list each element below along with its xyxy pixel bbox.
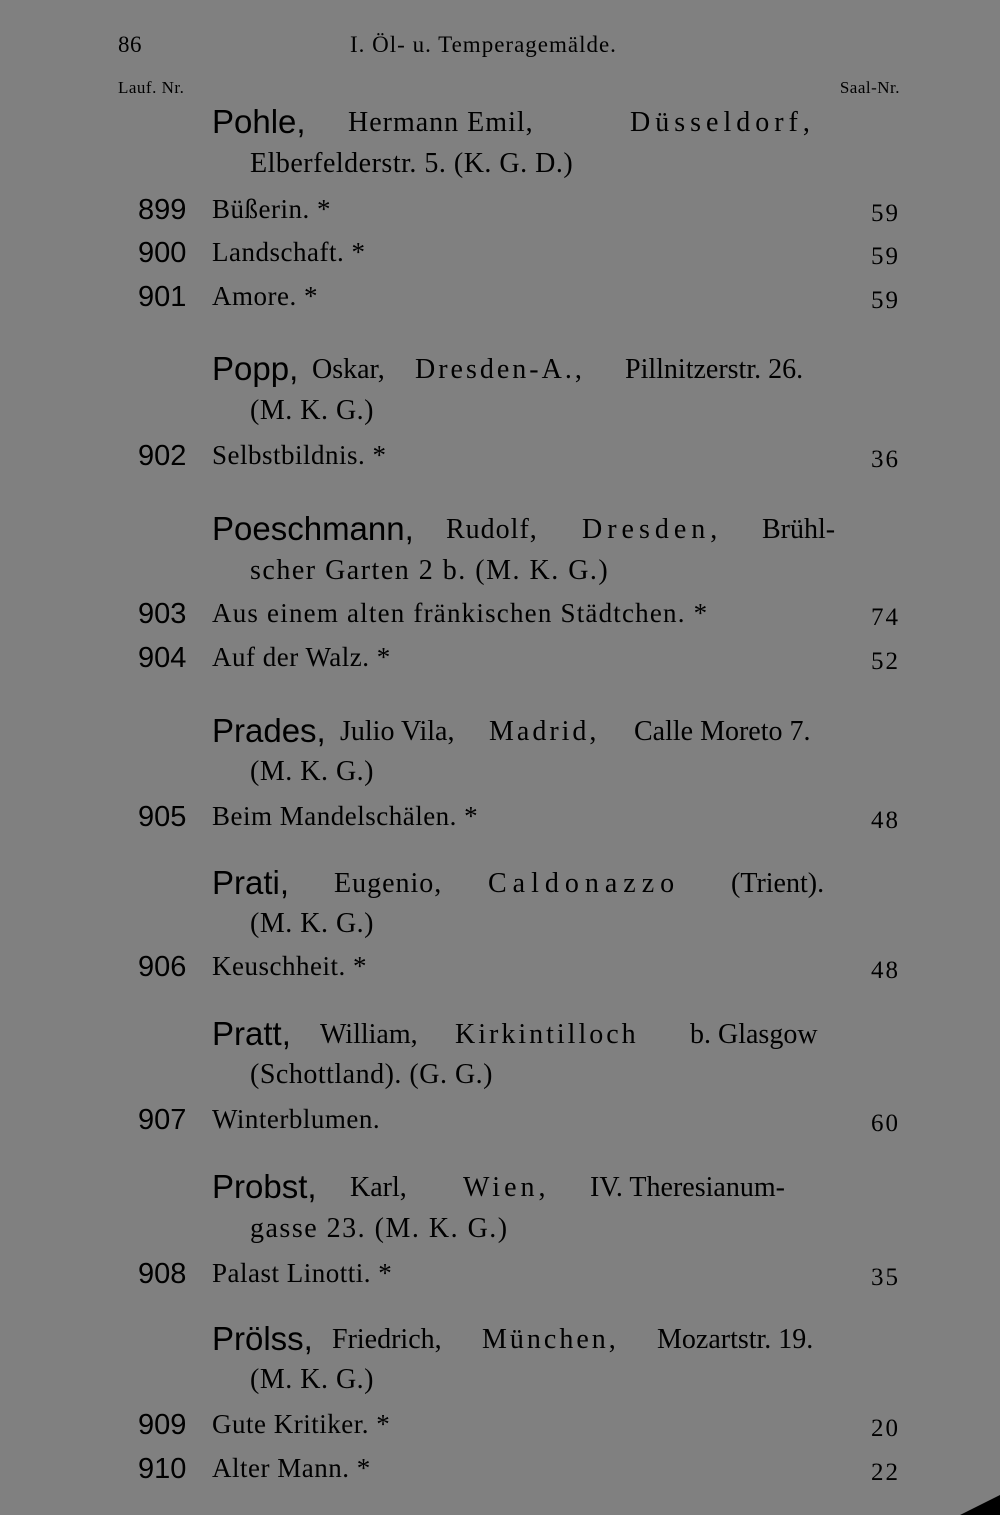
work-title: Winterblumen. (212, 1104, 381, 1134)
work-title: Landschaft. * (212, 237, 366, 267)
artist-first-name: Oskar, (312, 354, 385, 385)
room-number: 74 (871, 604, 900, 631)
work-title: Aus einem alten fränkischen Städtchen. * (212, 598, 709, 628)
work-number: 907 (138, 1104, 187, 1136)
artist-name: Popp, (212, 350, 299, 387)
work-line (0, 1409, 1000, 1449)
work-number: 910 (138, 1453, 187, 1485)
work-title: Büßerin. * (212, 194, 331, 224)
work-line (0, 237, 1000, 277)
room-number: 59 (871, 243, 900, 270)
artist-name: Prati, (212, 864, 290, 901)
artist-name: Prades, (212, 712, 326, 749)
work-title: Beim Mandelschälen. * (212, 801, 479, 831)
artist-address-start: IV. Theresianum- (590, 1172, 785, 1203)
work-number: 901 (138, 281, 187, 313)
room-number: 52 (871, 648, 900, 675)
work-line (0, 951, 1000, 991)
artist-address-line (0, 756, 1000, 796)
work-number: 903 (138, 598, 187, 630)
artist-city: Düsseldorf, (630, 107, 815, 138)
work-line (0, 1258, 1000, 1298)
artist-address: Elberfelderstr. 5. (K. G. D.) (250, 148, 574, 179)
artist-line (0, 350, 1000, 390)
room-number: 60 (871, 1110, 900, 1137)
work-number: 902 (138, 440, 187, 472)
artist-city: Dresden, (582, 514, 723, 545)
work-line (0, 598, 1000, 638)
room-number: 22 (871, 1459, 900, 1486)
artist-name: Pratt, (212, 1015, 291, 1052)
work-line (0, 801, 1000, 841)
artist-line (0, 103, 1000, 143)
artist-line (0, 510, 1000, 550)
artist-first-name: Eugenio, (334, 868, 443, 899)
artist-city: Wien, (463, 1172, 550, 1203)
artist-name: Prölss, (212, 1320, 313, 1357)
artist-name: Poeschmann, (212, 510, 414, 547)
room-number: 48 (871, 807, 900, 834)
artist-line (0, 864, 1000, 904)
artist-city: Dresden-A., (415, 354, 585, 385)
work-line (0, 194, 1000, 234)
work-number: 900 (138, 237, 187, 269)
artist-address: (M. K. G.) (250, 756, 374, 787)
scan-corner-mark (960, 1495, 1000, 1515)
column-header-saal-nr: Saal-Nr. (839, 78, 900, 97)
work-number: 904 (138, 642, 187, 674)
work-title: Palast Linotti. * (212, 1258, 393, 1288)
artist-address-start: Pillnitzerstr. 26. (625, 354, 804, 385)
artist-address: scher Garten 2 b. (M. K. G.) (250, 555, 610, 586)
artist-address-start: (Trient). (731, 868, 825, 899)
work-line (0, 1104, 1000, 1144)
work-number: 899 (138, 194, 187, 226)
work-title: Alter Mann. * (212, 1453, 371, 1483)
artist-city: Kirkintilloch (455, 1019, 639, 1050)
artist-address-line (0, 1364, 1000, 1404)
work-title: Auf der Walz. * (212, 642, 391, 672)
work-line (0, 642, 1000, 682)
work-title: Selbstbildnis. * (212, 440, 387, 470)
artist-address-start: b. Glasgow (690, 1019, 818, 1050)
artist-first-name: Rudolf, (446, 514, 538, 545)
page-number: 86 (118, 32, 142, 57)
artist-line (0, 1168, 1000, 1208)
room-number: 59 (871, 287, 900, 314)
artist-line (0, 1015, 1000, 1055)
work-title: Keuschheit. * (212, 951, 367, 981)
artist-line (0, 1320, 1000, 1360)
work-number: 908 (138, 1258, 187, 1290)
room-number: 59 (871, 200, 900, 227)
artist-city: München, (482, 1324, 619, 1355)
artist-address-line (0, 555, 1000, 595)
artist-address-start: Calle Moreto 7. (634, 716, 811, 747)
artist-first-name: Friedrich, (332, 1324, 442, 1355)
artist-address: (M. K. G.) (250, 1364, 374, 1395)
room-number: 48 (871, 957, 900, 984)
work-line (0, 440, 1000, 480)
artist-first-name: William, (320, 1019, 418, 1050)
work-number: 909 (138, 1409, 187, 1441)
artist-first-name: Karl, (350, 1172, 407, 1203)
artist-address: (M. K. G.) (250, 908, 374, 939)
work-line (0, 281, 1000, 321)
artist-address-line (0, 1059, 1000, 1099)
room-number: 35 (871, 1264, 900, 1291)
page-header (118, 32, 900, 62)
artist-address-line (0, 1213, 1000, 1253)
room-number: 20 (871, 1415, 900, 1442)
artist-address-line (0, 908, 1000, 948)
artist-address-line (0, 148, 1000, 188)
artist-first-name: Hermann Emil, (348, 107, 534, 138)
artist-address: (M. K. G.) (250, 395, 374, 426)
work-line (0, 1453, 1000, 1493)
column-header-lauf-nr: Lauf. Nr. (118, 78, 185, 97)
work-number: 905 (138, 801, 187, 833)
artist-name: Pohle, (212, 103, 306, 140)
work-title: Amore. * (212, 281, 318, 311)
column-headers (118, 78, 900, 100)
artist-first-name: Julio Vila, (340, 716, 455, 747)
artist-address: (Schottland). (G. G.) (250, 1059, 494, 1090)
artist-city: Madrid, (489, 716, 600, 747)
room-number: 36 (871, 446, 900, 473)
artist-name: Probst, (212, 1168, 317, 1205)
artist-city: Caldonazzo (488, 868, 681, 899)
work-title: Gute Kritiker. * (212, 1409, 391, 1439)
artist-address-line (0, 395, 1000, 435)
artist-line (0, 712, 1000, 752)
work-number: 906 (138, 951, 187, 983)
artist-address-start: Brühl- (762, 514, 836, 545)
artist-address-start: Mozartstr. 19. (657, 1324, 814, 1355)
artist-address: gasse 23. (M. K. G.) (250, 1213, 509, 1244)
running-title: I. Öl- u. Temperagemälde. (350, 32, 617, 57)
